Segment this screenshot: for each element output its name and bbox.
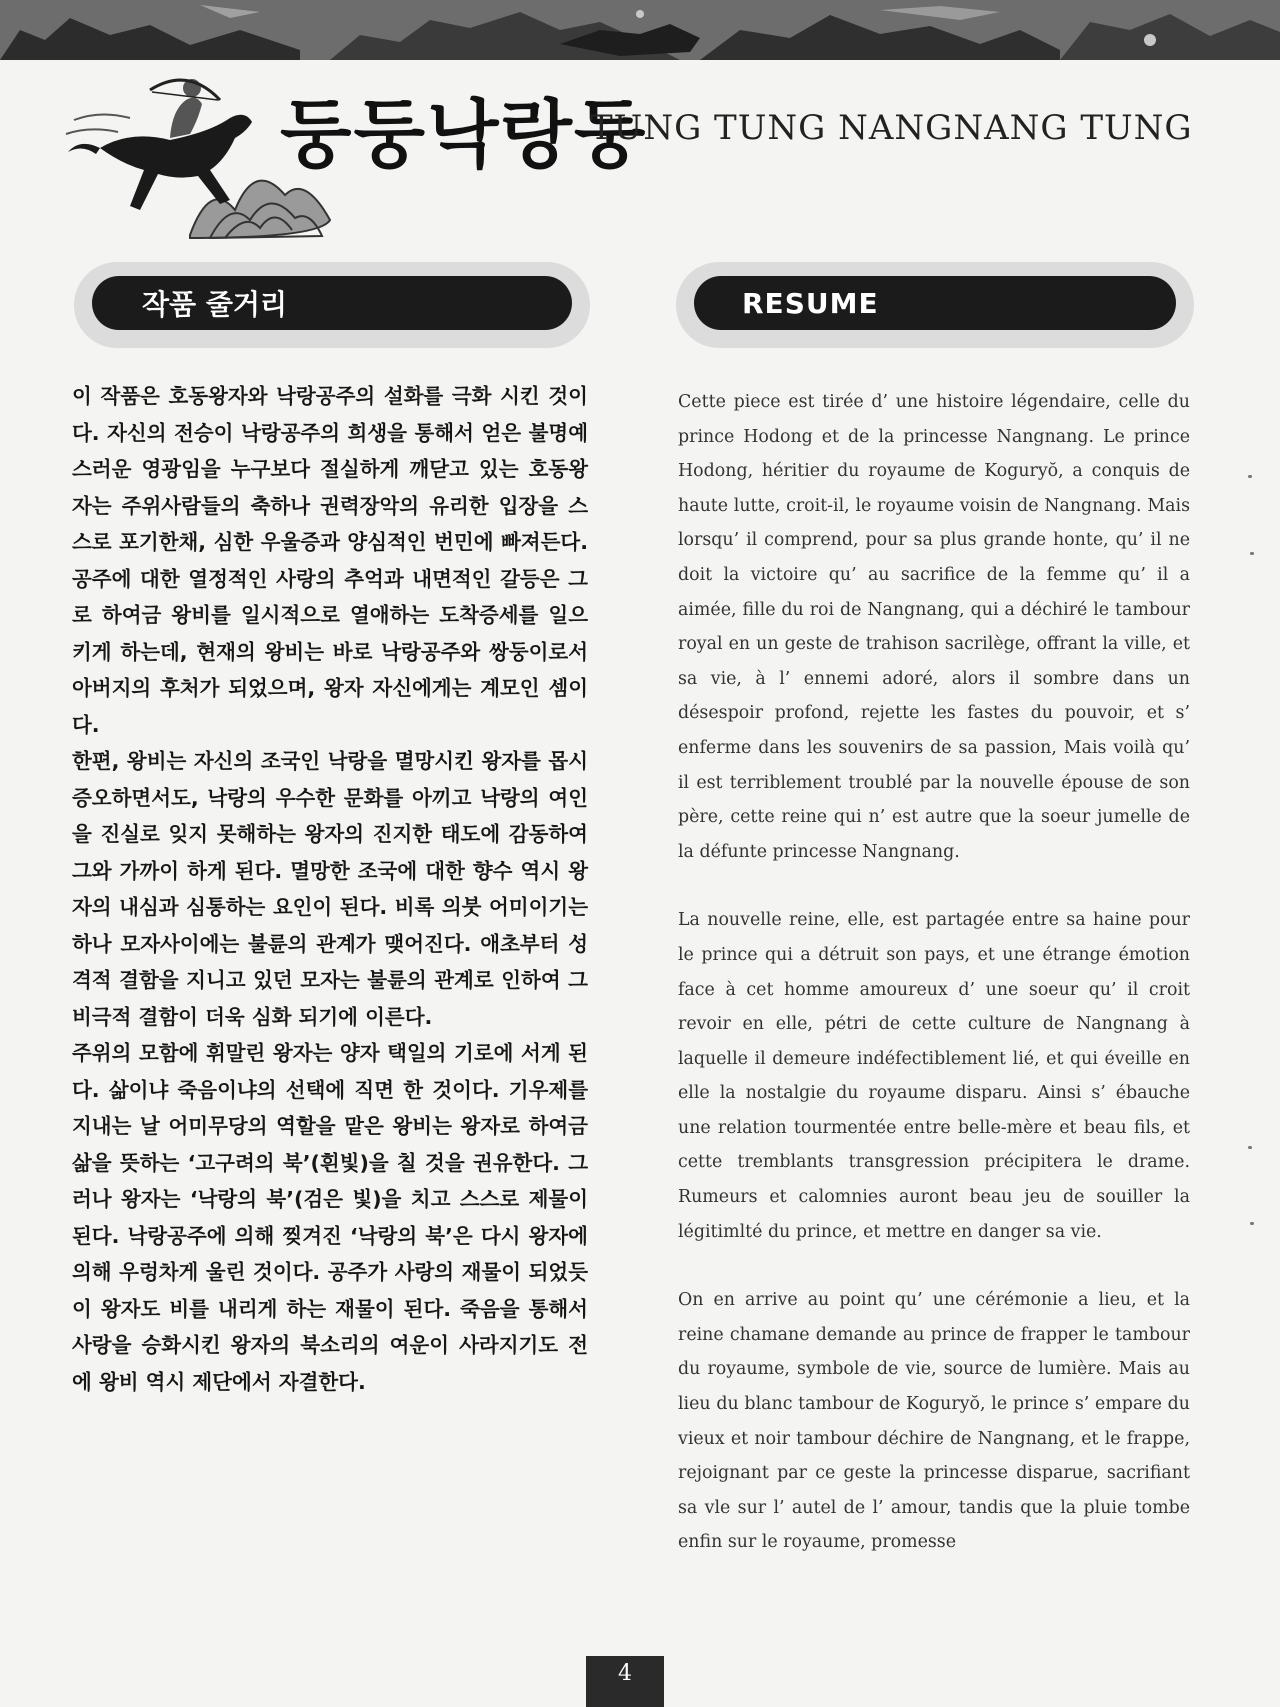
french-heading-banner	[676, 262, 1194, 348]
scan-speck	[1250, 1222, 1254, 1225]
french-paragraph: Cette piece est tirée d’ une histoire légendaire, celle du prince Hodong et de la princesse Nangnang. Le prince Hodong, héritier du royaume de Koguryŏ, a conquis de haute lutte, croit-il, le royaume voisin de Nangnang. Mais lorsqu’ il comprend, pour sa plus grande honte, qu’ il ne doit la victoire qu’ au sacrifice de la femme qu’ il a aimée, fille du roi de Nangnang, qui a déchiré le tambour royal en un geste de trahison sacrilège, offrant la ville, et sa vie, à l’ ennemi adoré, alors il sombre dans un désespoir profond, rejette les fastes du pouvoir, et s’ enferme dans les souvenirs de sa passion, Mais voilà qu’ il est terriblement troublé par la nouvelle épouse de son père, cette reine qui n’ est autre que la soeur jumelle de la défunte princesse Nangnang.	[678, 392, 1190, 862]
french-paragraph: On en arrive au point qu’ une cérémonie a lieu, et la reine chamane demande au prince de frapper le tambour du royaume, symbole de vie, source de lumière. Mais au lieu du blanc tambour de Koguryŏ, le prince s’ empare du vieux et noir tambour déchire de Nangnang, et le frappe, rejoignant par ce geste la princesse disparue, sacrifiant sa vle sur l’ autel de l’ amour, tandis que la pluie tombe enfin sur le royaume, promesse	[678, 1290, 1190, 1553]
scan-speck	[1250, 552, 1254, 555]
french-paragraph: La nouvelle reine, elle, est partagée entre sa haine pour le prince qui a détruit son pays, et une étrange émotion face à cet homme amoureux d’ une soeur qu’ il croit revoir en elle, pétri de cette culture de Nangnang à laquelle il demeure indéfectiblement lié, et qui éveille en elle la nostalgie du royaume disparu. Ainsi s’ ébauche une relation tourmentée entre belle-mère et beau fils, et cette tremblants transgression précipitera le drame. Rumeurs et calomnies auront beau jeu de souiller la légitimlté du prince, et mettre en danger sa vie.	[678, 910, 1190, 1242]
korean-paragraph: 이 작품은 호동왕자와 낙랑공주의 설화를 극화 시킨 것이다. 자신의 전승이 낙랑공주의 희생을 통해서 얻은 불명예스러운 영광임을 누구보다 절실하게 깨닫고 있는 호동왕자는 주위사람들의 축하나 권력장악의 유리한 입장을 스스로 포기한채, 심한 우울증과 양심적인 번민에 빠져든다. 공주에 대한 열정적인 사랑의 추억과 내면적인 갈등은 그로 하여금 왕비를 일시적으로 열애하는 도착증세를 일으키게 하는데, 현재의 왕비는 바로 낙랑공주와 쌍둥이로서 아버지의 후처가 되었으며, 왕자 자신에게는 계모인 셈이다.	[72, 384, 588, 737]
title-korean: 둥둥낙랑둥	[280, 92, 648, 178]
title-english: TUNG TUNG NANGNANG TUNG	[590, 108, 1193, 148]
french-heading: RESUME	[694, 276, 1176, 330]
korean-synopsis	[72, 378, 588, 1400]
scan-speck	[1248, 475, 1252, 478]
page-number: 4	[586, 1656, 664, 1707]
scan-speck	[1248, 1146, 1252, 1149]
korean-heading-banner	[74, 262, 590, 348]
mural-illustration	[0, 0, 1280, 60]
korean-heading: 작품 줄거리	[92, 276, 572, 330]
korean-paragraph: 주위의 모함에 휘말린 왕자는 양자 택일의 기로에 서게 된다. 삶이냐 죽음이냐의 선택에 직면 한 것이다. 기우제를 지내는 날 어미무당의 역할을 맡은 왕비는 왕자로 하여금 삶을 뜻하는 ‘고구려의 북’(흰빛)을 칠 것을 권유한다. 그러나 왕자는 ‘낙랑의 북’(검은 빛)을 치고 스스로 제물이 된다. 낙랑공주에 의해 찢겨진 ‘낙랑의 북’은 다시 왕자에 의해 우렁차게 울린 것이다. 공주가 사랑의 재물이 되었듯이 왕자도 비를 내리게 하는 재물이 된다. 죽음을 통해서 사랑을 승화시킨 왕자의 북소리의 여운이 사라지기도 전에 왕비 역시 제단에서 자결한다.	[72, 1041, 588, 1394]
decorative-banner	[0, 0, 1280, 60]
french-resume	[678, 385, 1190, 1594]
korean-paragraph: 한편, 왕비는 자신의 조국인 낙랑을 멸망시킨 왕자를 몹시 증오하면서도, 낙랑의 우수한 문화를 아끼고 낙랑의 여인을 진실로 잊지 못해하는 왕자의 진지한 태도에 감동하여 그와 가까이 하게 된다. 멸망한 조국에 대한 향수 역시 왕자의 내심과 심통하는 요인이 된다. 비록 의붓 어미이기는 하나 모자사이에는 불륜의 관계가 맺어진다. 애초부터 성격적 결함을 지니고 있던 모자는 불륜의 관계로 인하여 그 비극적 결함이 더욱 심화 되기에 이른다.	[72, 749, 588, 1029]
